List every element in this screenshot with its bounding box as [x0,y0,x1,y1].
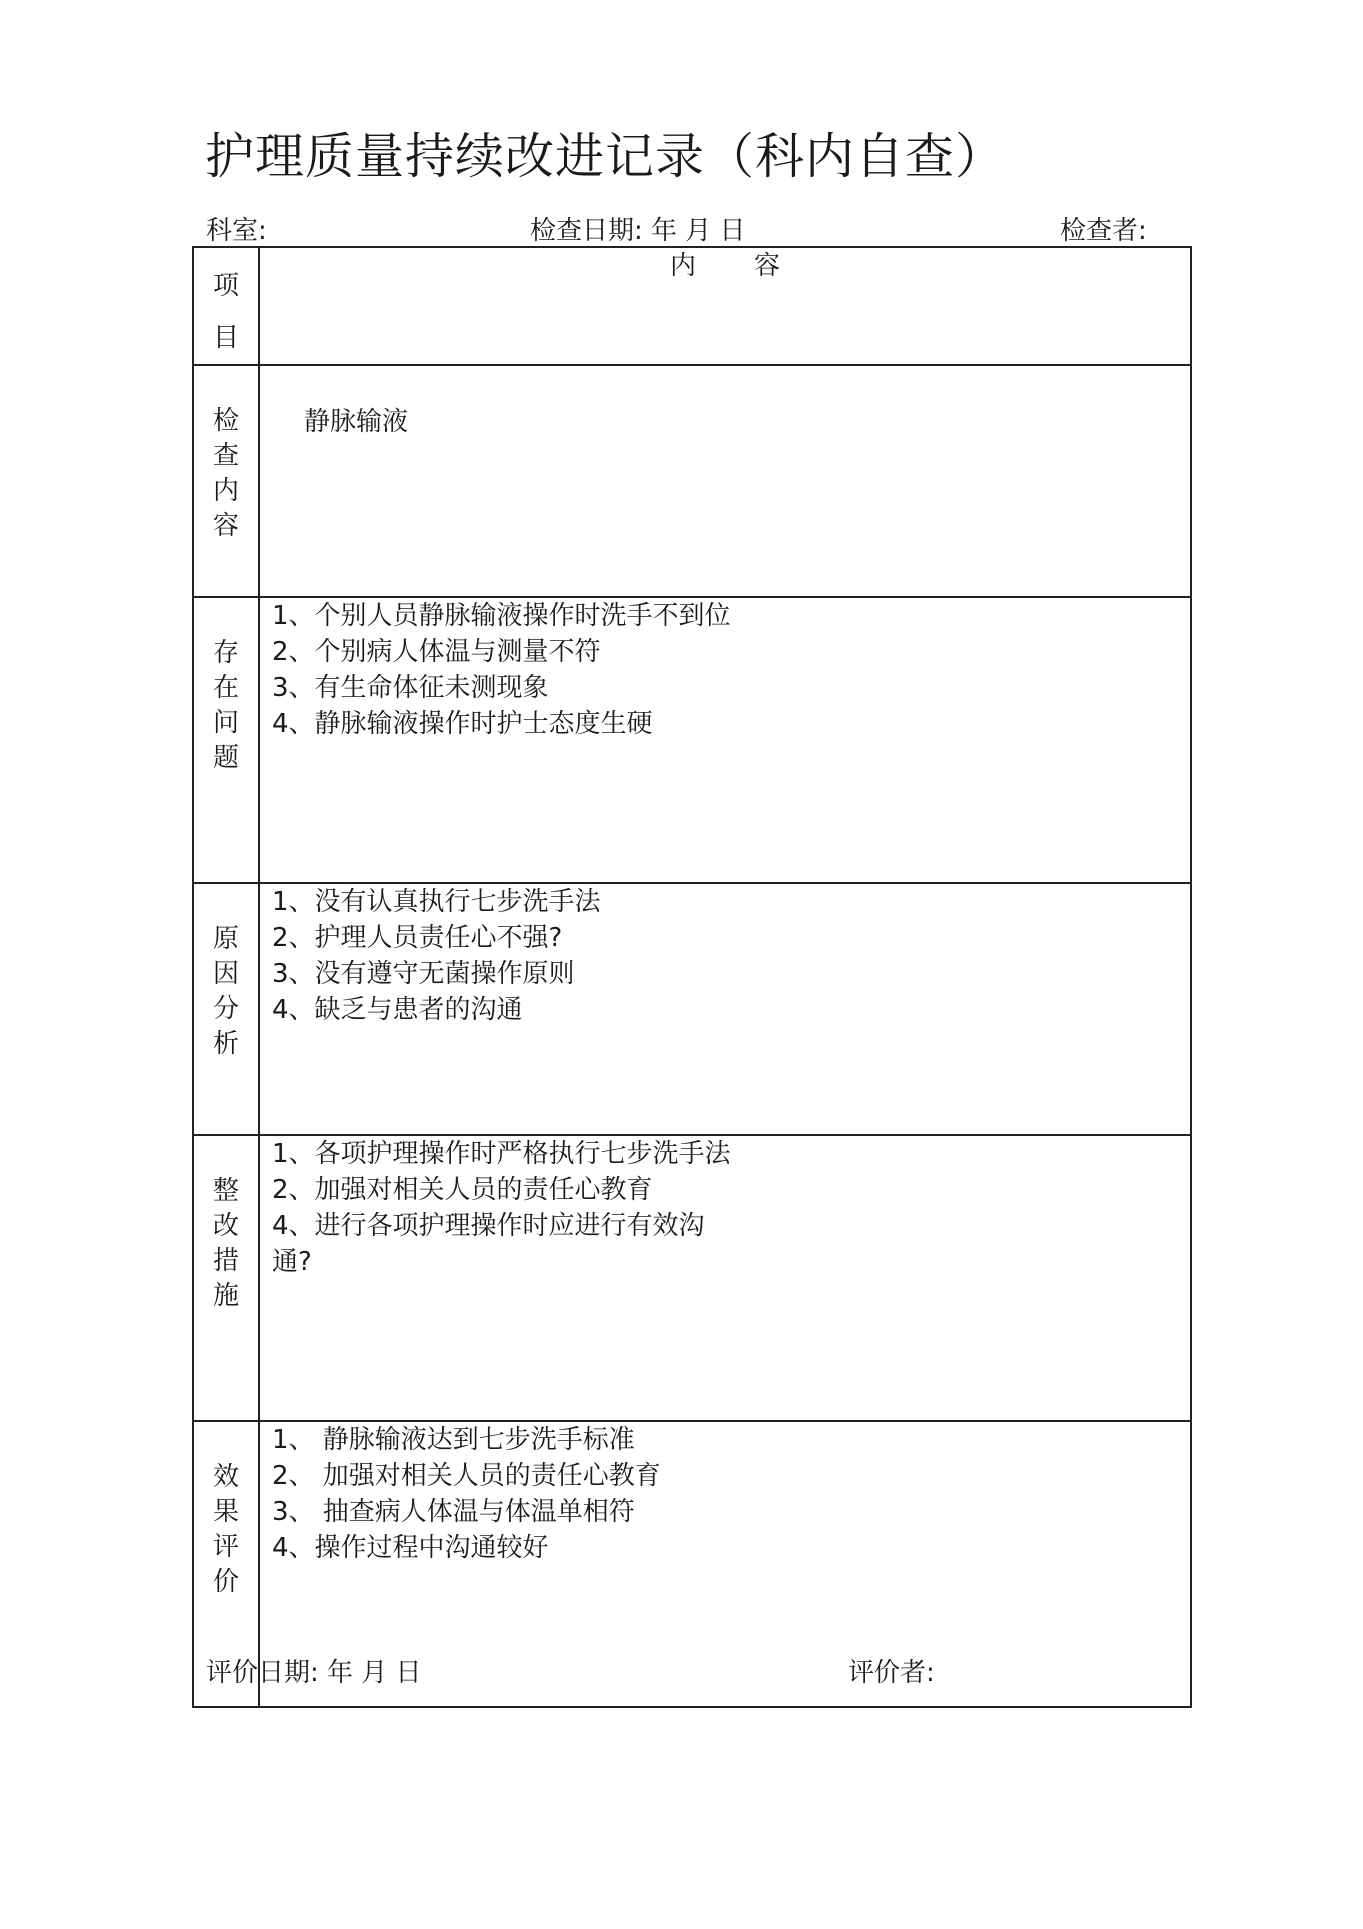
row-label-problems [193,597,259,883]
table-row-cause-analysis [193,883,1191,1135]
page-title: 护理质量持续改进记录（科内自查） [205,128,1006,185]
list-item: 静脉输液 [304,407,409,437]
row-label-char: 措 [212,1246,239,1276]
list-item: 2、护理人员责任心不强? [272,923,563,953]
table-row-problems [193,597,1191,883]
row-label-char: 原 [212,924,239,954]
check-content-cell [259,365,1191,597]
list-item: 3、有生命体征未测现象 [272,673,549,703]
row-label-char: 存 [212,638,239,668]
evaluator-label: 评价者: [848,1658,935,1688]
row-label-char: 在 [212,673,239,703]
row-label-char: 问 [212,708,239,738]
row-label-char: 效 [212,1462,239,1492]
record-table [192,246,1192,1708]
list-item: 3、 抽查病人体温与体温单相符 [272,1497,635,1527]
row-label-char: 题 [212,743,239,773]
row-label-char: 内 [212,476,239,506]
cause-analysis-cell [259,883,1191,1135]
problems-cell [259,597,1191,883]
list-item: 1、个别人员静脉输液操作时洗手不到位 [272,601,731,631]
row-label-char: 检 [212,406,239,436]
corrective-measures-cell [259,1135,1191,1421]
row-label-check-content [193,365,259,597]
list-item: 4、操作过程中沟通较好 [272,1533,549,1563]
list-item: 4、进行各项护理操作时应进行有效沟 [272,1211,705,1241]
item-header-cell [193,247,259,365]
row-label-corrective-measures [193,1135,259,1421]
content-header-cell [259,247,1191,365]
list-item: 1、没有认真执行七步洗手法 [272,887,601,917]
inspector-label: 检查者: [1060,216,1147,246]
list-item: 通? [272,1247,312,1277]
list-item: 2、加强对相关人员的责任心教育 [272,1175,653,1205]
list-item: 2、个别病人体温与测量不符 [272,637,601,667]
row-label-char: 改 [212,1211,239,1241]
list-item: 3、没有遵守无菌操作原则 [272,959,575,989]
row-label-char: 容 [212,511,239,541]
table-header-row [193,247,1191,365]
row-label-char: 查 [212,441,239,471]
check-date-label: 检查日期: 年 月 日 [530,216,746,246]
row-label-char: 评 [212,1532,239,1562]
list-item: 1、各项护理操作时严格执行七步洗手法 [272,1139,731,1169]
row-label-char: 分 [212,994,239,1024]
list-item: 2、 加强对相关人员的责任心教育 [272,1461,661,1491]
table-row-corrective-measures [193,1135,1191,1421]
list-item: 4、静脉输液操作时护士态度生硬 [272,709,653,739]
list-item: 1、 静脉输液达到七步洗手标准 [272,1425,635,1455]
item-header-char: 项 [212,271,239,301]
table-row-check-content [193,365,1191,597]
evaluation-date-label: 评价日期: 年 月 日 [206,1658,422,1688]
item-header-char: 目 [212,323,239,353]
row-label-char: 整 [212,1176,239,1206]
department-label: 科室: [206,216,267,246]
row-label-char: 价 [212,1567,239,1597]
row-label-char: 果 [212,1497,239,1527]
list-item: 4、缺乏与患者的沟通 [272,995,523,1025]
content-header-char: 内 [669,251,696,281]
row-label-cause-analysis [193,883,259,1135]
row-label-char: 因 [212,959,239,989]
row-label-char: 析 [212,1029,239,1059]
row-label-char: 施 [212,1281,239,1311]
content-header-char: 容 [754,251,781,281]
